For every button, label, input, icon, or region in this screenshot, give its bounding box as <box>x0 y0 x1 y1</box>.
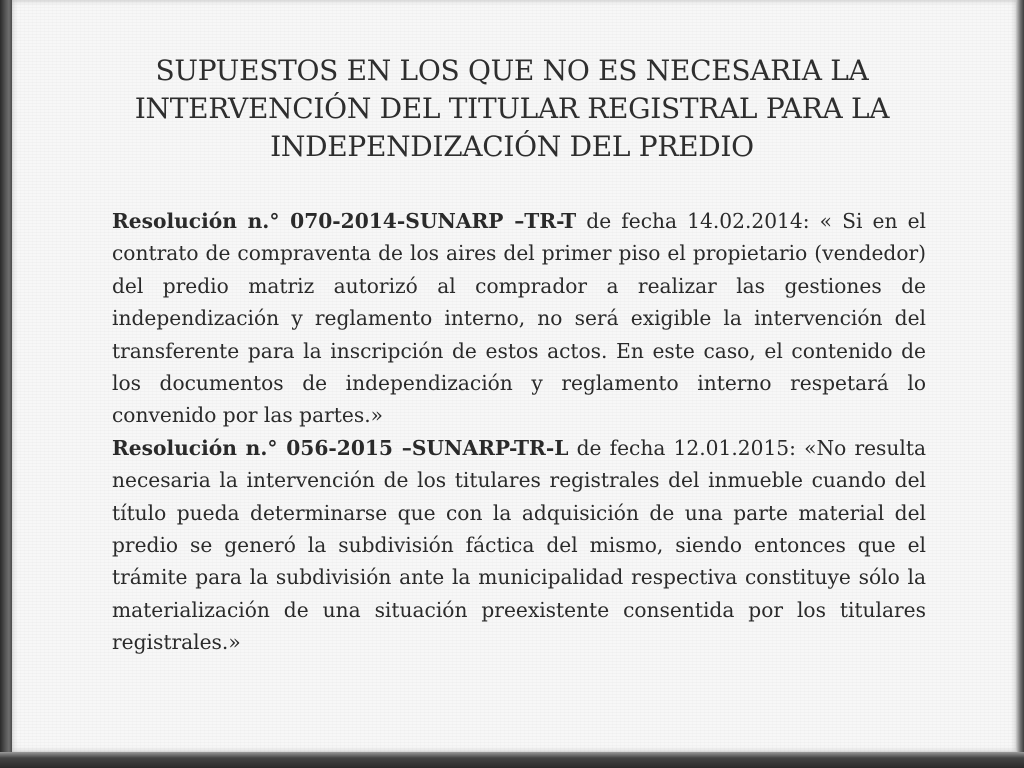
resolution-text: de fecha 12.01.2015: «No resulta necesaria la intervención de los titulares registrales del inmueble cuando del título pueda determinarse que con la adquisición de una parte material del predio se generó la subdivisión fáctica del mismo, siendo entonces que el trámite para la subdivisión ante la municipalidad respectiva constituye sólo la materialización de una situación preexistente consentida por los titulares registrales.» <box>112 435 927 655</box>
slide-right-edge <box>1016 0 1024 768</box>
slide-body <box>112 205 926 659</box>
resolution-reference: Resolución n.° 070-2014-SUNARP –TR-T <box>112 209 577 233</box>
paragraph-resolution-2014 <box>112 205 926 432</box>
slide-bottom-edge <box>0 752 1024 768</box>
slide-title: SUPUESTOS EN LOS QUE NO ES NECESARIA LA INTERVENCIÓN DEL TITULAR REGISTRAL PARA LA INDEPENDIZACIÓN DEL PREDIO <box>134 54 890 163</box>
resolution-text: de fecha 14.02.2014: « Si en el contrato de compraventa de los aires del primer piso el propietario (vendedor) del predio matriz autorizó al comprador a realizar las gestiones de independización y reglamento interno, no será exigible la intervención del transferente para la inscripción de estos actos. En este caso, el contenido de los documentos de independización y reglamento interno respetará lo convenido por las partes.» <box>112 209 926 428</box>
resolution-reference: Resolución n.° 056-2015 –SUNARP-TR-L <box>112 435 569 460</box>
paragraph-resolution-2015 <box>112 432 926 659</box>
